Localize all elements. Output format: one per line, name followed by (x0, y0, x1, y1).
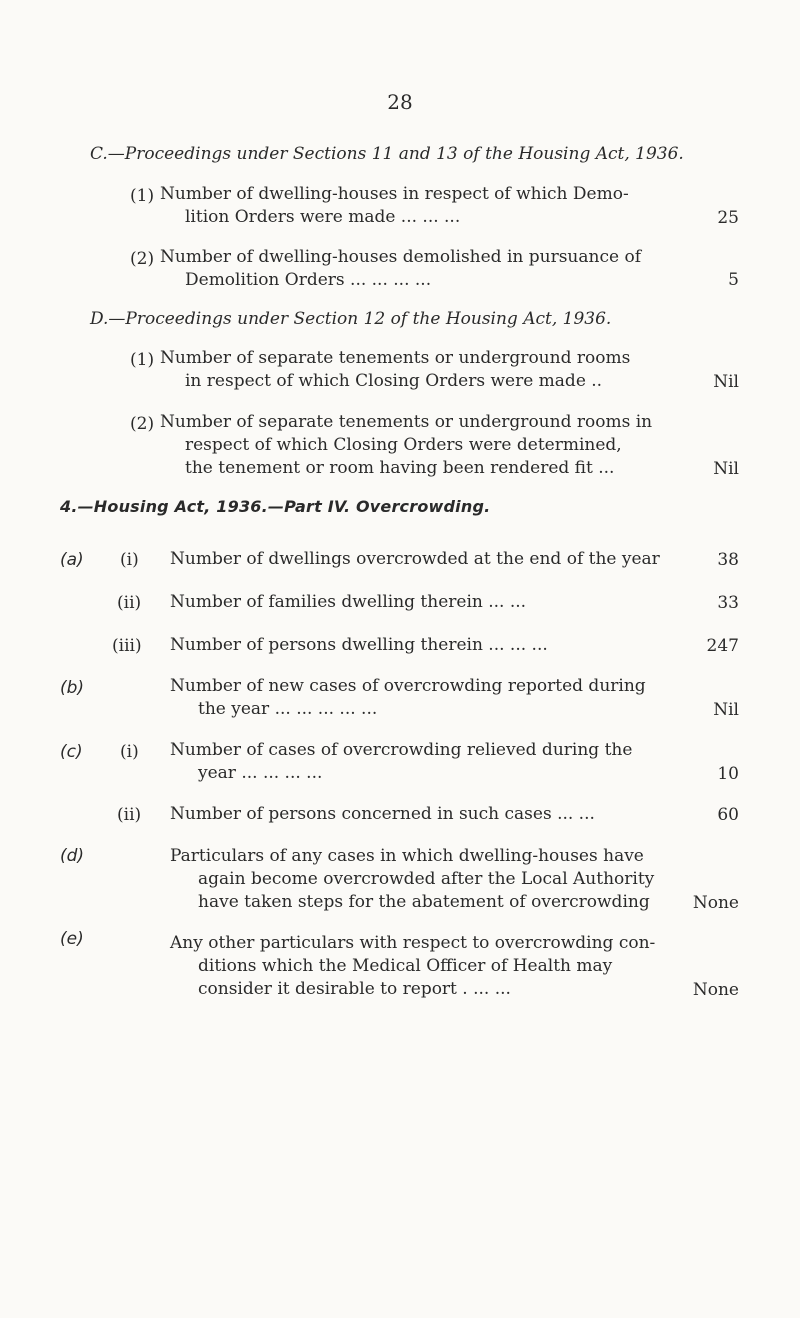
item-number: (ii) (117, 593, 142, 613)
item-value: 5 (728, 270, 739, 290)
item-number: (1) (130, 350, 155, 370)
item-value: 33 (717, 593, 739, 613)
item-value: 10 (717, 764, 739, 784)
item-text-line: respect of which Closing Orders were determined, (185, 435, 622, 455)
item-letter: (c) (60, 742, 83, 762)
item-number: (2) (130, 414, 155, 434)
item-number: (i) (120, 742, 139, 762)
item-text-line: Number of dwelling-houses demolished in pursuance of (160, 247, 641, 267)
section-c-heading: C.—Proceedings under Sections 11 and 13 of the Housing Act, 1936. (90, 144, 684, 164)
item-text-line: Any other particulars with respect to overcrowding con- (170, 933, 656, 953)
item-text-line: have taken steps for the abatement of overcrowding (198, 892, 650, 912)
item-text-line: ditions which the Medical Officer of Health may (198, 956, 613, 976)
item-text-line: Number of separate tenements or underground rooms (160, 348, 631, 368)
item-letter: (a) (60, 550, 84, 570)
item-number: (ii) (117, 805, 142, 825)
item-value: Nil (713, 700, 739, 720)
item-value: 60 (717, 805, 739, 825)
item-number: (1) (130, 186, 155, 206)
item-value: Nil (713, 459, 739, 479)
page-number: 28 (387, 90, 413, 114)
item-text-line: Number of cases of overcrowding relieved during the (170, 740, 633, 760)
item-text-line: Number of dwelling-houses in respect of which Demo- (160, 184, 629, 204)
item-text-line: lition Orders were made ... ... ... (185, 207, 461, 227)
item-value: Nil (713, 372, 739, 392)
item-letter: (d) (60, 846, 85, 866)
item-text-line: Number of persons concerned in such cases ... ... (170, 804, 595, 824)
item-text-line: Number of persons dwelling therein ... ... ... (170, 635, 548, 655)
item-text-line: again become overcrowded after the Local Authority (198, 869, 655, 889)
item-number: (2) (130, 249, 155, 269)
section-d-heading: D.—Proceedings under Section 12 of the Housing Act, 1936. (90, 309, 612, 329)
item-letter: (e) (60, 929, 84, 949)
item-text-line: Number of new cases of overcrowding reported during (170, 676, 646, 696)
item-number: (iii) (112, 636, 142, 656)
item-text-line: consider it desirable to report . ... ... (198, 979, 511, 999)
item-text-line: Number of families dwelling therein ... ... (170, 592, 527, 612)
item-value: None (692, 980, 739, 1000)
item-value: 25 (717, 208, 739, 228)
item-text-line: year ... ... ... ... (198, 763, 323, 783)
item-text-line: Particulars of any cases in which dwelling-houses have (170, 846, 644, 866)
item-text-line: Demolition Orders ... ... ... ... (185, 270, 432, 290)
item-text-line: the year ... ... ... ... ... (198, 699, 378, 719)
item-text-line: Number of dwellings overcrowded at the end of the year (170, 549, 660, 569)
item-text-line: in respect of which Closing Orders were made .. (185, 371, 603, 391)
item-value: 38 (717, 550, 739, 570)
item-text-line: Number of separate tenements or underground rooms in (160, 412, 653, 432)
item-number: (i) (120, 550, 139, 570)
item-value: None (692, 893, 739, 913)
section-4-heading: 4.—Housing Act, 1936.—Part IV. Overcrowding. (60, 497, 491, 516)
item-text-line: the tenement or room having been rendered fit ... (185, 458, 615, 478)
item-value: 247 (706, 636, 739, 656)
item-letter: (b) (60, 678, 85, 698)
